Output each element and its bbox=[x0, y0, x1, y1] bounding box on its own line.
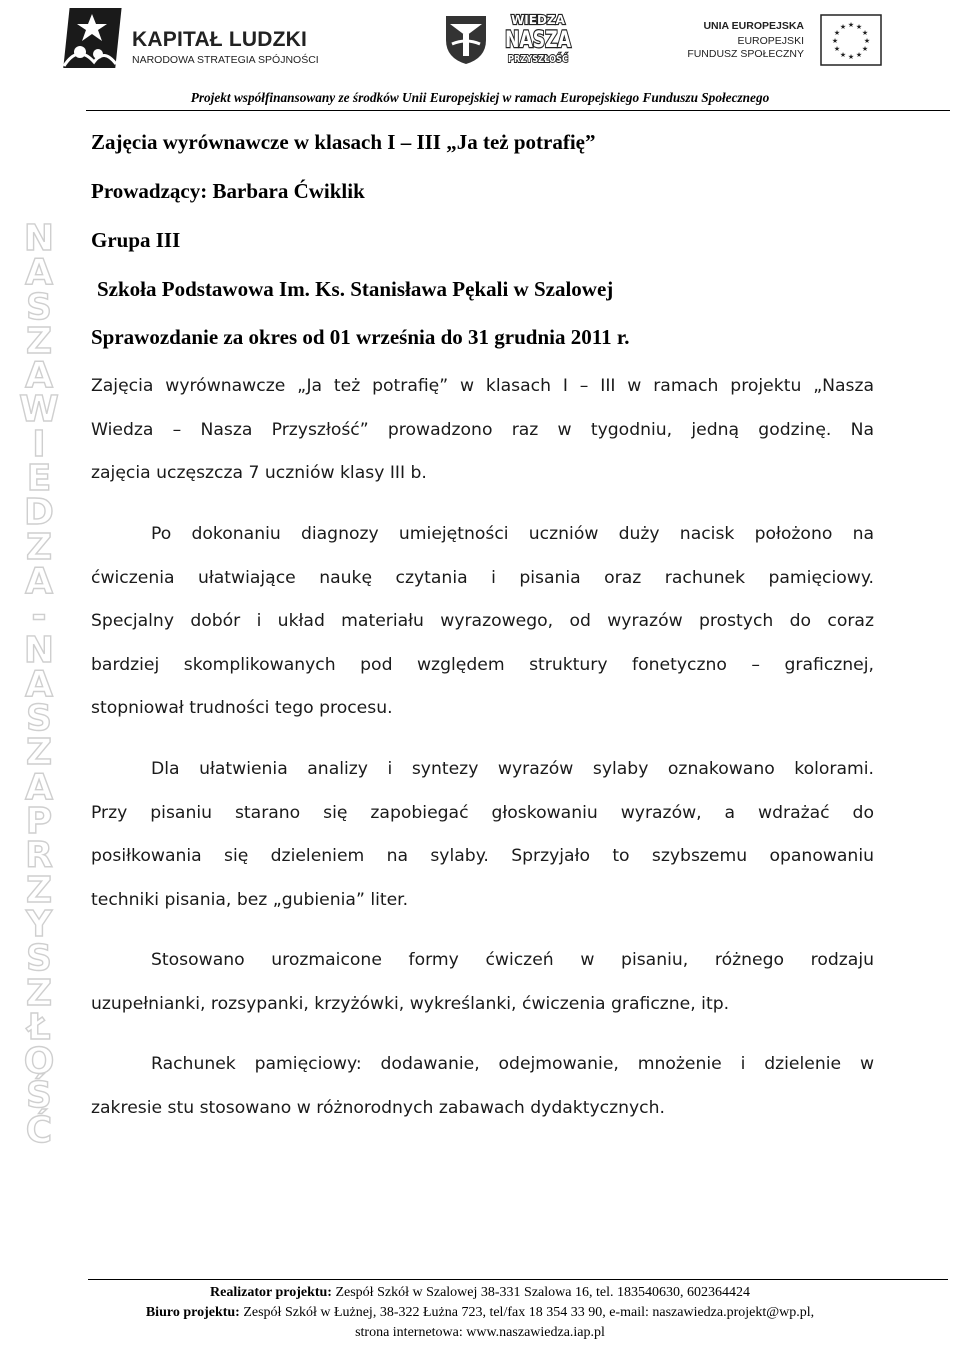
paragraph-2 bbox=[91, 513, 874, 731]
side-letter: Z bbox=[25, 972, 53, 1014]
svg-text:★: ★ bbox=[861, 45, 869, 53]
paragraph-line: Przy pisaniu starano się zapobiegać głoskowaniu wyrazów, a wdrażać do bbox=[91, 802, 874, 823]
svg-text:★: ★ bbox=[847, 53, 855, 61]
paragraph-line: zajęcia uczęszcza 7 uczniów klasy III b. bbox=[91, 463, 427, 484]
side-letter: R bbox=[25, 835, 53, 877]
footer-office-text: Zespół Szkół w Łużnej, 38-322 Łużna 723, tel/fax 18 354 33 90, e-mail: naszawiedza.projekt@wp.pl, bbox=[239, 1305, 815, 1320]
report-heading: Sprawozdanie za okres od 01 września do 31 grudnia 2011 r. bbox=[91, 325, 630, 349]
svg-text:★: ★ bbox=[839, 23, 847, 31]
svg-text:★: ★ bbox=[861, 29, 869, 37]
header-divider bbox=[86, 110, 950, 111]
side-letter: Y bbox=[25, 903, 53, 945]
paragraph-line: uzupełnianki, rozsypanki, krzyżówki, wykreślanki, ćwiczenia graficzne, itp. bbox=[91, 993, 730, 1014]
paragraph-1 bbox=[91, 365, 874, 496]
side-letter: S bbox=[26, 938, 52, 980]
footer-realizator-label: Realizator projektu: bbox=[210, 1285, 332, 1300]
eu-logo bbox=[687, 14, 890, 70]
side-letter: W bbox=[19, 389, 59, 431]
side-letter: O bbox=[23, 1041, 55, 1083]
svg-text:★: ★ bbox=[831, 37, 839, 45]
school-heading: Szkoła Podstawowa Im. Ks. Stanisława Pękali w Szalowej bbox=[97, 277, 614, 301]
eu-flag-icon bbox=[820, 14, 882, 66]
paragraph-line: Rachunek pamięciowy: dodawanie, odejmowanie, mnożenie i dzielenie w bbox=[151, 1054, 874, 1074]
side-letter: A bbox=[25, 766, 53, 808]
side-letter: A bbox=[25, 252, 53, 294]
side-letter: Z bbox=[25, 320, 53, 362]
side-letter: S bbox=[26, 286, 52, 328]
footer-website: strona internetowa: www.naszawiedza.iap.pl bbox=[355, 1325, 605, 1340]
group-heading: Grupa III bbox=[91, 228, 181, 252]
paragraph-line: stopniował trudności tego procesu. bbox=[91, 698, 393, 719]
paragraph-line: techniki pisania, bez „gubienia” liter. bbox=[91, 889, 409, 910]
side-letter: A bbox=[25, 663, 53, 705]
paragraph-line: Wiedza – Nasza Przyszłość” prowadzono raz w tygodniu, jedną godzinę. Na bbox=[91, 419, 874, 440]
footer-line-1 bbox=[0, 1285, 960, 1301]
svg-text:★: ★ bbox=[833, 29, 841, 37]
paragraph-line: posiłkowania się dzieleniem na sylaby. Sprzyjało to szybszemu opanowaniu bbox=[91, 846, 874, 867]
teacher-heading: Prowadzący: Barbara Ćwiklik bbox=[91, 179, 365, 203]
nwnp-logo-word-1: WIEDZA bbox=[511, 13, 565, 27]
kapital-ludzki-title: KAPITAŁ LUDZKI bbox=[132, 28, 308, 51]
paragraph-4 bbox=[91, 939, 874, 1026]
side-letter: Z bbox=[25, 526, 53, 568]
side-letter: Z bbox=[25, 732, 53, 774]
side-letter: A bbox=[25, 560, 53, 602]
footer-realizator-text: Zespół Szkół w Szalowej 38-331 Szalowa 16, tel. 183540630, 602364424 bbox=[331, 1285, 750, 1300]
footer-office-label: Biuro projektu: bbox=[145, 1305, 240, 1320]
side-letter: N bbox=[23, 218, 55, 259]
side-letter: Ł bbox=[27, 1006, 51, 1048]
nwnp-logo-word-3: PRZYSZŁOŚĆ bbox=[508, 54, 582, 65]
paragraph-line: zakresie stu stosowano w różnorodnych zabawach dydaktycznych. bbox=[91, 1097, 665, 1118]
side-letter: E bbox=[26, 458, 52, 500]
side-letter: Ć bbox=[25, 1109, 53, 1151]
paragraph-line: Stosowano urozmaicone formy ćwiczeń w pisaniu, różnego rodzaju bbox=[151, 950, 874, 970]
paragraph-5 bbox=[91, 1043, 874, 1130]
paragraph-line: Zajęcia wyrównawcze „Ja też potrafię” w klasach I – III w ramach projektu „Nasza bbox=[91, 376, 874, 396]
footer-line-2 bbox=[0, 1305, 960, 1321]
side-letter: S bbox=[26, 698, 52, 740]
side-letter: Ś bbox=[26, 1075, 52, 1117]
kapital-ludzki-emblem-icon bbox=[58, 4, 128, 72]
svg-text:★: ★ bbox=[839, 51, 847, 59]
nasza-wiedza-logo-icon bbox=[502, 10, 582, 66]
svg-text:★: ★ bbox=[855, 51, 863, 59]
svg-text:★: ★ bbox=[833, 45, 841, 53]
kapital-ludzki-subtitle: NARODOWA STRATEGIA SPÓJNOŚCI bbox=[132, 54, 319, 66]
side-letter: N bbox=[23, 629, 55, 671]
paragraph-line: ćwiczenia ułatwiające naukę czytania i pisania oraz rachunek pamięciowy. bbox=[91, 567, 874, 588]
eu-line-1: UNIA EUROPEJSKA bbox=[703, 20, 804, 32]
paragraph-line: Specjalny dobór i układ materiału wyrazowego, od wyrazów prostych do coraz bbox=[91, 611, 874, 632]
eu-line-2: EUROPEJSKI bbox=[737, 35, 804, 47]
paragraph-line: bardziej skomplikowanych pod względem struktury fonetyczno – graficznej, bbox=[91, 654, 874, 675]
svg-text:★: ★ bbox=[855, 23, 863, 31]
nwnp-logo-word-2: NASZA bbox=[505, 28, 571, 53]
cofinancing-note: Projekt współfinansowany ze środków Unii Europejskiej w ramach Europejskiego Funduszu Społecznego bbox=[190, 90, 770, 105]
side-letter: Z bbox=[25, 869, 53, 911]
paragraph-line: Dla ułatwienia analizy i syntezy wyrazów sylaby oznakowano kolorami. bbox=[151, 759, 874, 779]
side-letter: A bbox=[25, 355, 53, 397]
side-letter: - bbox=[31, 595, 47, 637]
svg-text:★: ★ bbox=[847, 21, 855, 29]
side-letter: I bbox=[32, 423, 46, 465]
side-vertical-text bbox=[16, 218, 62, 1151]
eu-line-3: FUNDUSZ SPOŁECZNY bbox=[687, 48, 804, 60]
paragraph-line: Po dokonaniu diagnozy umiejętności uczniów duży nacisk położono na bbox=[151, 524, 874, 544]
school-shield-icon bbox=[444, 14, 488, 66]
side-letter: P bbox=[25, 801, 53, 843]
svg-text:★: ★ bbox=[863, 37, 871, 45]
paragraph-3 bbox=[91, 748, 874, 922]
footer-divider bbox=[88, 1279, 948, 1280]
kapital-ludzki-logo bbox=[58, 4, 318, 72]
side-letter: D bbox=[24, 492, 54, 534]
document-title: Zajęcia wyrównawcze w klasach I – III „Ja też potrafię” bbox=[91, 130, 596, 154]
